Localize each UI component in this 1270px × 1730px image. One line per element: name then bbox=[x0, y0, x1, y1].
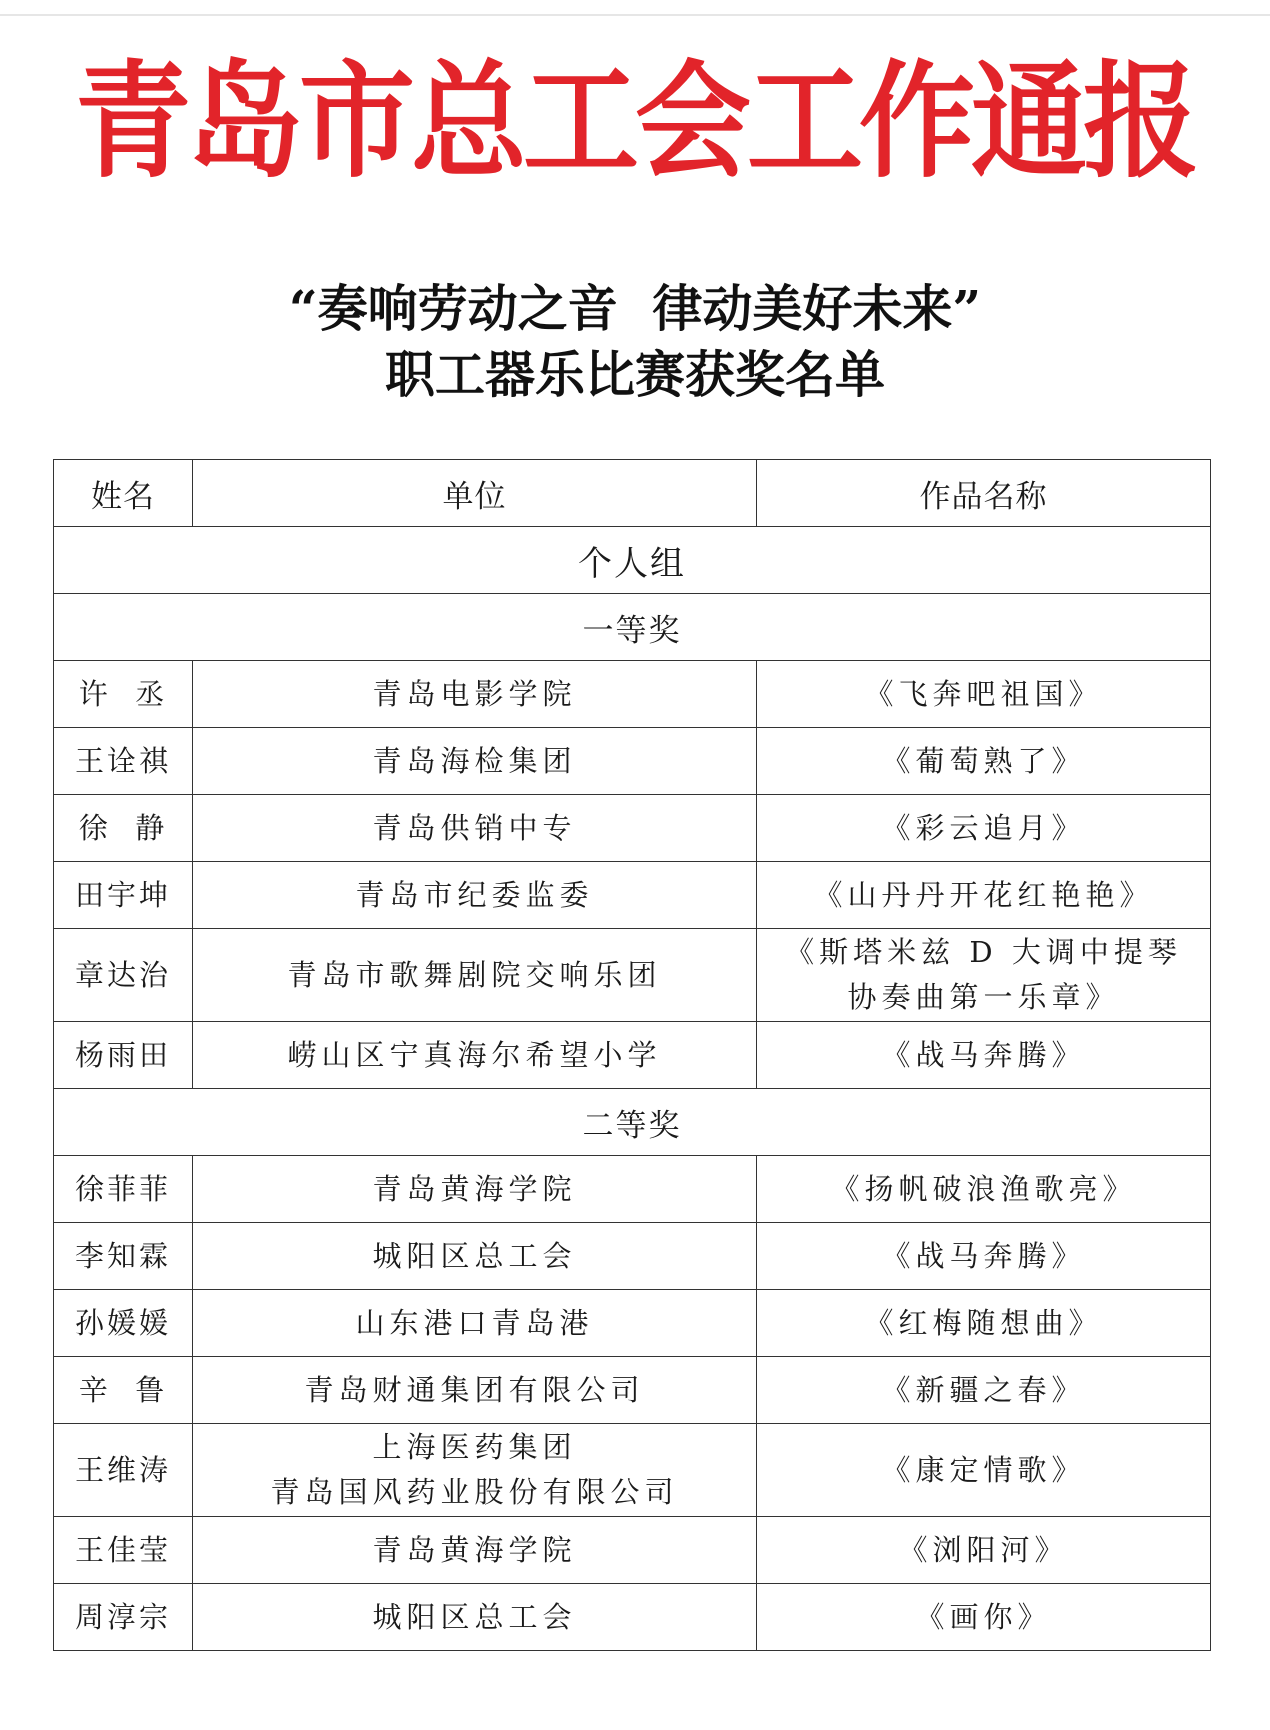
entry-work: 《葡萄熟了》 bbox=[757, 728, 1211, 795]
table-row bbox=[54, 862, 1211, 929]
entry-work: 《康定情歌》 bbox=[757, 1424, 1211, 1517]
entry-work: 《山丹丹开花红艳艳》 bbox=[757, 862, 1211, 929]
table-row bbox=[54, 1156, 1211, 1223]
entry-name: 杨雨田 bbox=[54, 1022, 193, 1089]
prize-row bbox=[54, 594, 1211, 661]
awards-table bbox=[53, 459, 1211, 1651]
entry-name: 辛 鲁 bbox=[54, 1357, 193, 1424]
entry-name: 李知霖 bbox=[54, 1223, 193, 1290]
table-row bbox=[54, 1584, 1211, 1651]
table-row bbox=[54, 1357, 1211, 1424]
entry-work: 《扬帆破浪渔歌亮》 bbox=[757, 1156, 1211, 1223]
masthead-title: 青岛市总工会工作通报 bbox=[75, 49, 1195, 196]
entry-name: 王维涛 bbox=[54, 1424, 193, 1517]
table-row bbox=[54, 1424, 1211, 1517]
entry-unit: 青岛市歌舞剧院交响乐团 bbox=[193, 929, 757, 1022]
entry-name: 孙媛媛 bbox=[54, 1290, 193, 1357]
entry-work: 《红梅随想曲》 bbox=[757, 1290, 1211, 1357]
entry-unit: 城阳区总工会 bbox=[193, 1584, 757, 1651]
column-header-unit: 单位 bbox=[193, 460, 757, 527]
prize-row bbox=[54, 1089, 1211, 1156]
entry-unit-line-1: 上海医药集团 bbox=[372, 1430, 577, 1464]
entry-work: 《画你》 bbox=[757, 1584, 1211, 1651]
entry-name: 许 丞 bbox=[54, 661, 193, 728]
entry-unit: 山东港口青岛港 bbox=[193, 1290, 757, 1357]
entry-unit: 青岛财通集团有限公司 bbox=[193, 1357, 757, 1424]
table-row bbox=[54, 929, 1211, 1022]
entry-unit: 青岛电影学院 bbox=[193, 661, 757, 728]
entry-work: 《战马奔腾》 bbox=[757, 1223, 1211, 1290]
entry-unit bbox=[193, 1424, 757, 1517]
entry-name: 王佳莹 bbox=[54, 1517, 193, 1584]
table-row bbox=[54, 1517, 1211, 1584]
entry-unit: 青岛海检集团 bbox=[193, 728, 757, 795]
table-row bbox=[54, 661, 1211, 728]
document-title bbox=[0, 276, 1270, 408]
entry-name: 王诠祺 bbox=[54, 728, 193, 795]
column-header-name: 姓名 bbox=[54, 460, 193, 527]
entry-work: 《彩云追月》 bbox=[757, 795, 1211, 862]
group-row bbox=[54, 527, 1211, 594]
entry-unit: 青岛供销中专 bbox=[193, 795, 757, 862]
entry-unit: 青岛黄海学院 bbox=[193, 1517, 757, 1584]
title-line-1: “奏响劳动之音 律动美好未来” bbox=[288, 279, 982, 338]
table-row bbox=[54, 1290, 1211, 1357]
table-row bbox=[54, 1223, 1211, 1290]
title-line-2: 职工器乐比赛获奖名单 bbox=[385, 345, 885, 404]
top-divider bbox=[0, 14, 1270, 16]
table-row bbox=[54, 795, 1211, 862]
column-header-work: 作品名称 bbox=[757, 460, 1211, 527]
table-header-row bbox=[54, 460, 1211, 527]
entry-unit: 崂山区宁真海尔希望小学 bbox=[193, 1022, 757, 1089]
entry-unit-line-2: 青岛国风药业股份有限公司 bbox=[270, 1475, 679, 1509]
entry-unit: 城阳区总工会 bbox=[193, 1223, 757, 1290]
entry-name: 章达治 bbox=[54, 929, 193, 1022]
entry-work: 《战马奔腾》 bbox=[757, 1022, 1211, 1089]
entry-work: 《新疆之春》 bbox=[757, 1357, 1211, 1424]
entry-name: 田宇坤 bbox=[54, 862, 193, 929]
entry-name: 徐菲菲 bbox=[54, 1156, 193, 1223]
prize-label-first: 一等奖 bbox=[54, 594, 1211, 661]
table-row bbox=[54, 728, 1211, 795]
entry-unit: 青岛市纪委监委 bbox=[193, 862, 757, 929]
entry-unit: 青岛黄海学院 bbox=[193, 1156, 757, 1223]
entry-work: 《斯塔米兹 D 大调中提琴协奏曲第一乐章》 bbox=[757, 929, 1211, 1022]
entry-work: 《飞奔吧祖国》 bbox=[757, 661, 1211, 728]
entry-name: 周淳宗 bbox=[54, 1584, 193, 1651]
table-row bbox=[54, 1022, 1211, 1089]
group-label: 个人组 bbox=[54, 527, 1211, 594]
entry-work: 《浏阳河》 bbox=[757, 1517, 1211, 1584]
prize-label-second: 二等奖 bbox=[54, 1089, 1211, 1156]
entry-name: 徐 静 bbox=[54, 795, 193, 862]
